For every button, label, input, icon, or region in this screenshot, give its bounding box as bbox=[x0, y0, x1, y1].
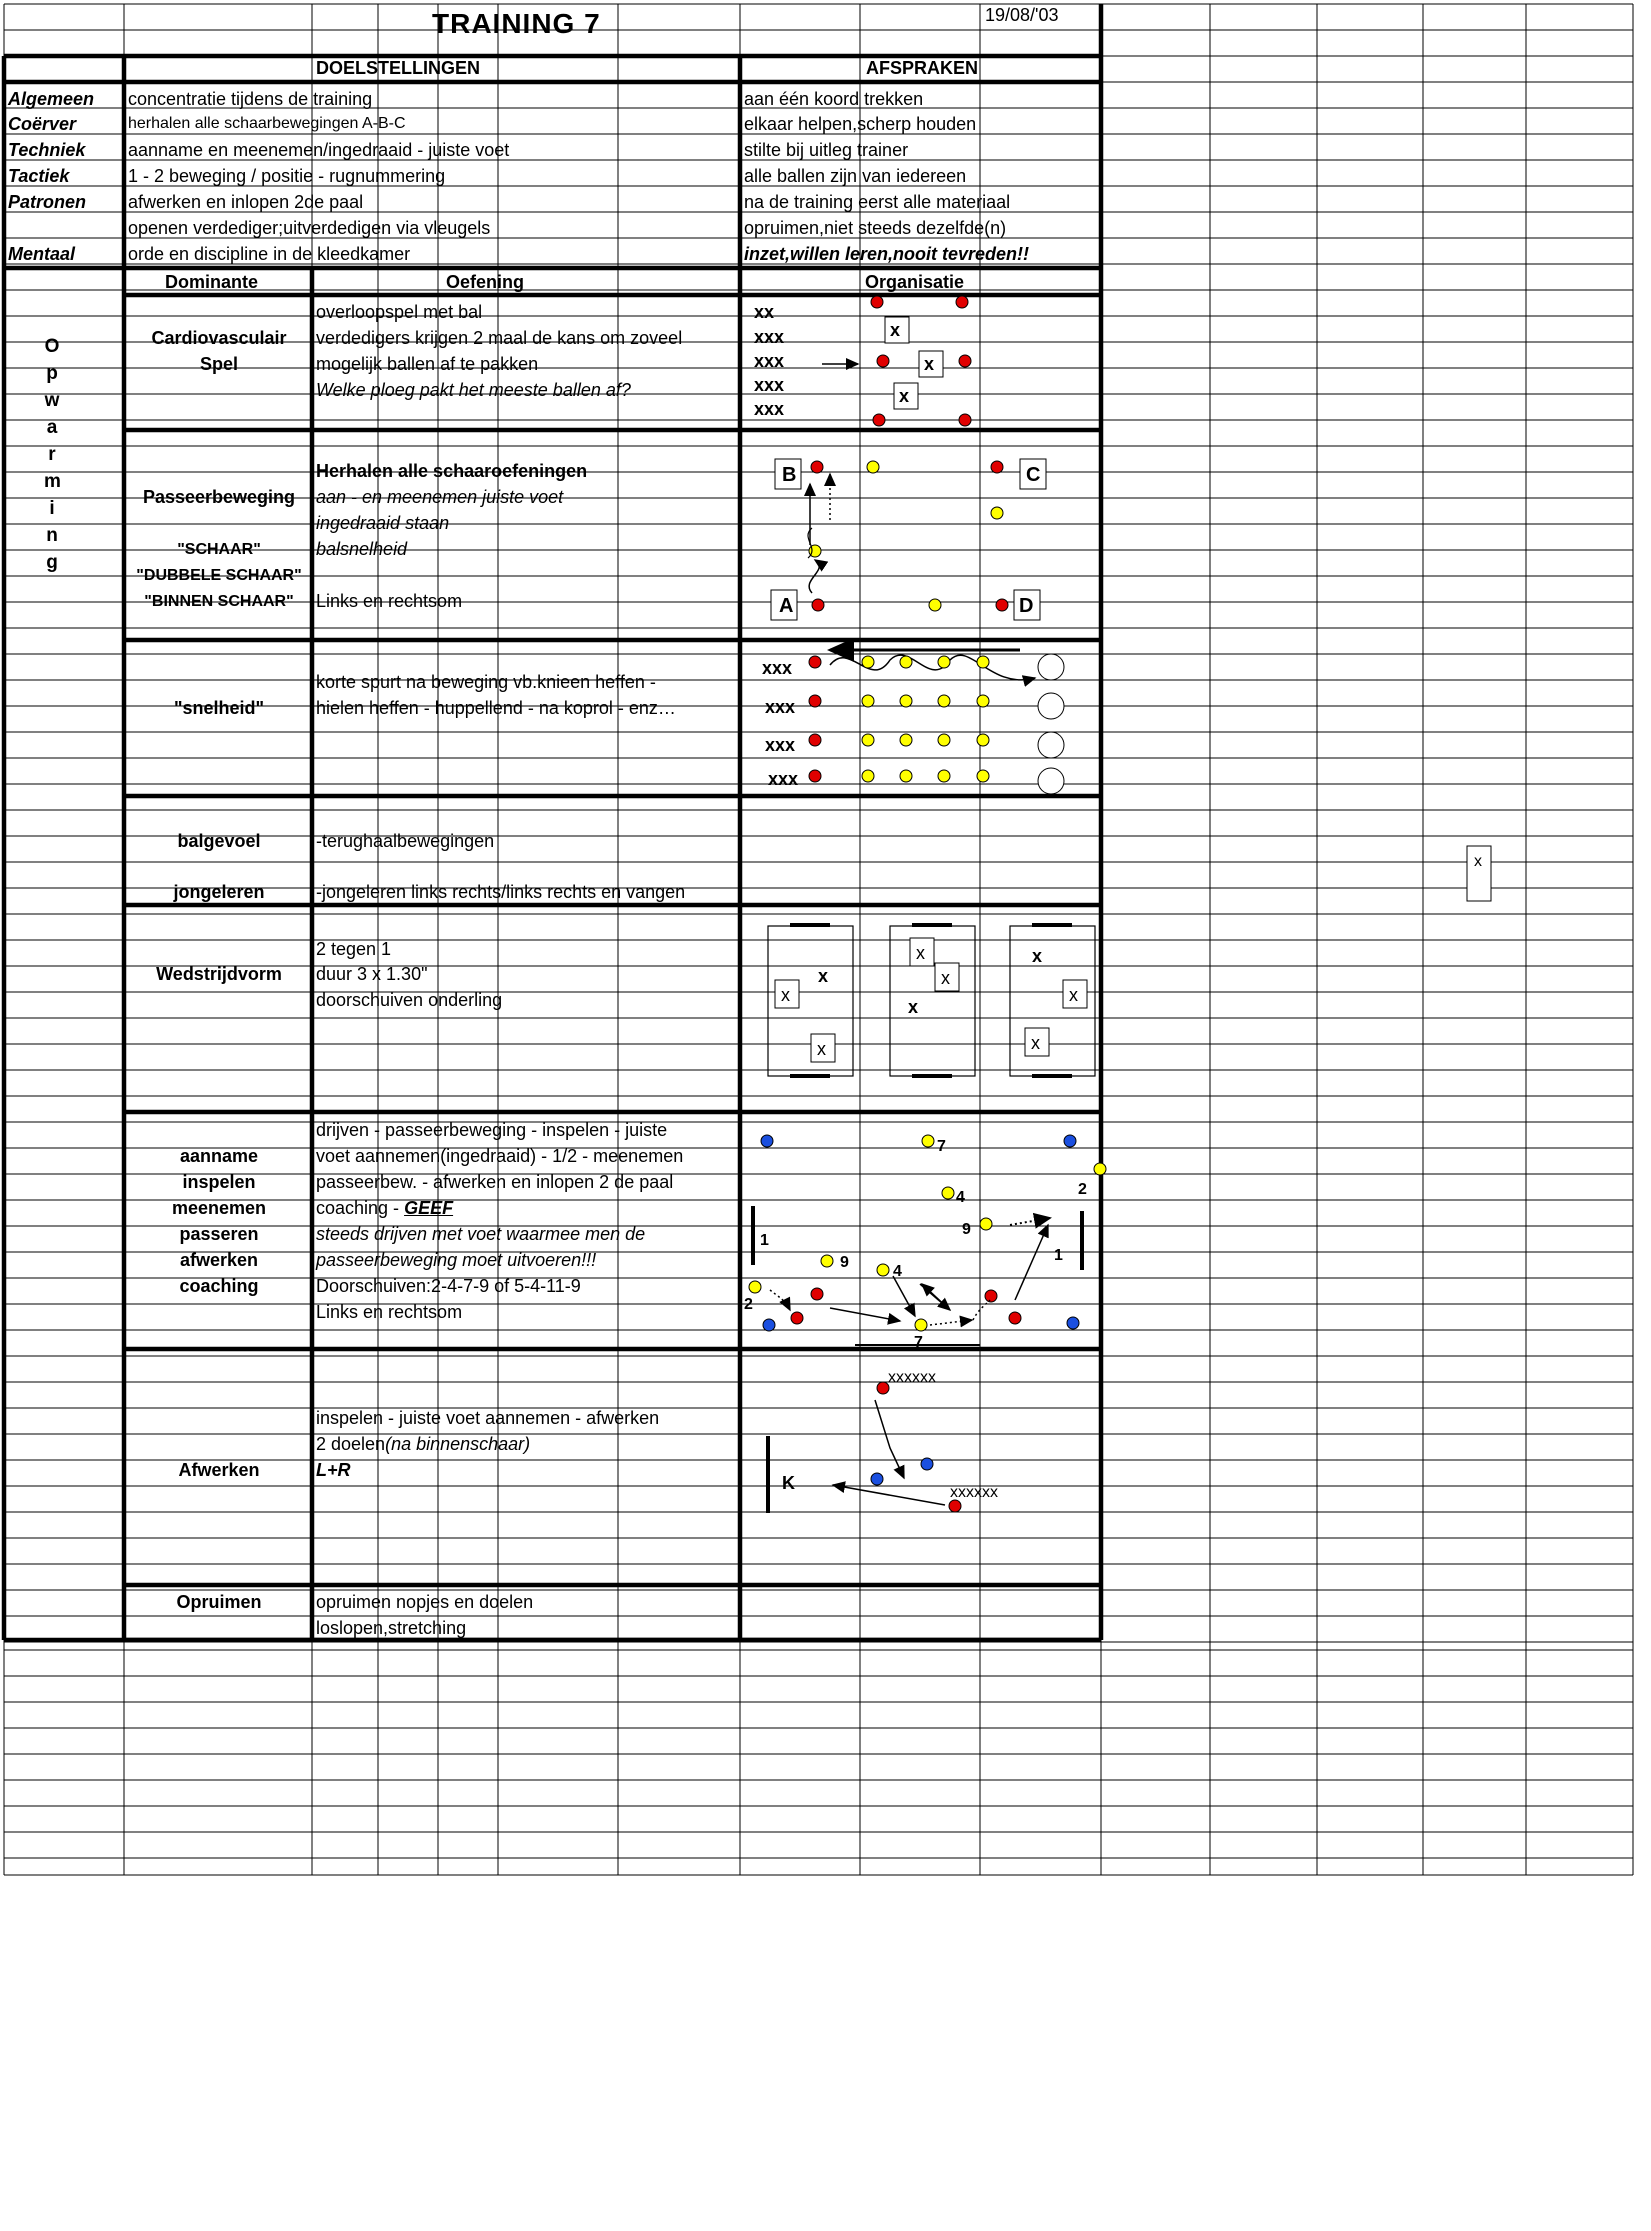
exercise-line: doorschuiven onderling bbox=[316, 990, 503, 1010]
org-label: xxx bbox=[754, 327, 785, 347]
exercise-line: balsnelheid bbox=[316, 539, 408, 559]
cone-dot bbox=[862, 770, 874, 782]
player-number: 2 bbox=[744, 1296, 753, 1313]
exercise-line: Welke ploeg pakt het meeste ballen af? bbox=[316, 380, 631, 400]
exercise-line: passeerbew. - afwerken en inlopen 2 de paal bbox=[316, 1172, 674, 1192]
cone-dot bbox=[862, 734, 874, 746]
dominante-label: passeren bbox=[179, 1224, 259, 1244]
marker-label: D bbox=[1019, 595, 1034, 617]
cone-dot bbox=[938, 656, 950, 668]
goal-text: aanname en meenemen/ingedraaid - juiste voet bbox=[128, 140, 510, 160]
cone-dot bbox=[977, 734, 989, 746]
goal-cat: Tactiek bbox=[8, 166, 70, 186]
finish-hoop bbox=[1038, 654, 1064, 680]
exercise-line: Links en rechtsom bbox=[316, 1302, 463, 1322]
exercise-line: mogelijk ballen af te pakken bbox=[316, 354, 539, 374]
dominante-label: "BINNEN SCHAAR" bbox=[144, 593, 294, 610]
rule-text: elkaar helpen,scherp houden bbox=[744, 114, 977, 134]
player-number: 1 bbox=[1054, 1247, 1063, 1264]
field-player: x bbox=[818, 966, 829, 986]
page-title: TRAINING 7 bbox=[432, 8, 601, 39]
exercise-line: 2 tegen 1 bbox=[316, 939, 392, 959]
exercise-line: duur 3 x 1.30" bbox=[316, 964, 428, 984]
dominante-label: Cardiovasculair bbox=[151, 328, 287, 348]
goal-cat: Techniek bbox=[8, 140, 86, 160]
exercise-line: korte spurt na beweging vb.knieen heffen - bbox=[316, 672, 656, 692]
col-organisatie: Organisatie bbox=[865, 272, 965, 292]
dominante-label: Passeerbeweging bbox=[142, 487, 296, 507]
geef-label: GEEF bbox=[404, 1198, 454, 1218]
cone-dot bbox=[900, 656, 912, 668]
runner-dot bbox=[809, 770, 821, 782]
field-player: x bbox=[1069, 985, 1078, 1005]
dominante-label: inspelen bbox=[182, 1172, 256, 1192]
rule-text: opruimen,niet steeds dezelfde(n) bbox=[744, 218, 1007, 238]
exercise-line: passeerbeweging moet uitvoeren!!! bbox=[316, 1250, 597, 1270]
player-number: 4 bbox=[893, 1263, 902, 1280]
org-label: xxx bbox=[768, 769, 799, 789]
cone-dot bbox=[900, 695, 912, 707]
org-label: xxx bbox=[754, 399, 785, 419]
exercise-line: Herhalen alle schaaroefeningen bbox=[316, 461, 588, 481]
dominante-label: "DUBBELE SCHAAR" bbox=[136, 567, 302, 584]
rule-text: na de training eerst alle materiaal bbox=[744, 192, 1011, 212]
goal-text: orde en discipline in de kleedkamer bbox=[128, 244, 411, 264]
exercise-line: Links en rechtsom bbox=[316, 591, 463, 611]
finish-hoop bbox=[1038, 768, 1064, 794]
field-player: x bbox=[781, 985, 790, 1005]
runner-dot bbox=[809, 656, 821, 668]
rule-text: stilte bij uitleg trainer bbox=[744, 140, 909, 160]
finish-hoop bbox=[1038, 693, 1064, 719]
field-player: x bbox=[908, 997, 919, 1017]
exercise-line: -terughaalbewegingen bbox=[316, 831, 495, 851]
player-number: 9 bbox=[840, 1254, 849, 1271]
org-label: xxxxxx bbox=[888, 1369, 936, 1386]
goal-text: afwerken en inlopen 2de paal bbox=[128, 192, 364, 212]
org-label: x bbox=[899, 386, 910, 406]
dominante-label: "snelheid" bbox=[173, 698, 265, 718]
field-player: x bbox=[1032, 946, 1043, 966]
dominante-label: Afwerken bbox=[178, 1460, 260, 1480]
col-dominante: Dominante bbox=[165, 272, 259, 292]
exercise-line: Doorschuiven:2-4-7-9 of 5-4-11-9 bbox=[316, 1276, 581, 1296]
dominante-label: coaching bbox=[179, 1276, 259, 1296]
cone-dot bbox=[977, 770, 989, 782]
exercise-line: -jongeleren links rechts/links rechts en vangen bbox=[316, 882, 686, 902]
col-oefening: Oefening bbox=[446, 272, 525, 292]
goal-text: openen verdediger;uitverdedigen via vleugels bbox=[128, 218, 491, 238]
col-afspraken: AFSPRAKEN bbox=[866, 58, 979, 78]
exercise-line: L+R bbox=[316, 1460, 351, 1480]
marker-label: B bbox=[782, 464, 797, 486]
exercise-line: loslopen,stretching bbox=[316, 1618, 467, 1638]
finish-hoop bbox=[1038, 732, 1064, 758]
exercise-line: drijven - passeerbeweging - inspelen - juiste bbox=[316, 1120, 668, 1140]
org-label: xxx bbox=[762, 658, 793, 678]
field-player: x bbox=[817, 1039, 826, 1059]
dominante-label: Opruimen bbox=[176, 1592, 262, 1612]
field-player: x bbox=[941, 968, 950, 988]
org-label: xxxxxx bbox=[950, 1484, 998, 1501]
runner-dot bbox=[809, 734, 821, 746]
player-number: 4 bbox=[956, 1189, 965, 1206]
exercise-line: hielen heffen - huppellend - na koprol - enz… bbox=[316, 698, 676, 718]
org-label: xxx bbox=[754, 351, 785, 371]
org-label: xxx bbox=[765, 735, 796, 755]
goal-cat: Mentaal bbox=[8, 244, 76, 264]
cone-dot bbox=[900, 734, 912, 746]
dominante-label: afwerken bbox=[179, 1250, 259, 1270]
dominante-label: Spel bbox=[199, 354, 238, 374]
cone-dot bbox=[938, 770, 950, 782]
cone-dot bbox=[938, 695, 950, 707]
diagram-afwerken bbox=[768, 1382, 961, 1513]
org-label: x bbox=[924, 354, 935, 374]
side-note-label: x bbox=[1474, 853, 1482, 870]
diagram-schaar bbox=[771, 459, 1046, 620]
rule-text: alle ballen zijn van iedereen bbox=[744, 166, 967, 186]
cone-dot bbox=[977, 656, 989, 668]
cone-dot bbox=[977, 695, 989, 707]
player-number: 7 bbox=[914, 1334, 923, 1351]
goal-text: 1 - 2 beweging / positie - rugnummering bbox=[128, 166, 446, 186]
exercise-line: opruimen nopjes en doelen bbox=[316, 1592, 534, 1612]
field-player: x bbox=[916, 943, 925, 963]
dominante-label: Wedstrijdvorm bbox=[156, 964, 282, 984]
dominante-label: "SCHAAR" bbox=[177, 541, 261, 558]
player-number: 1 bbox=[760, 1232, 769, 1249]
exercise-line: steeds drijven met voet waarmee men de bbox=[316, 1224, 646, 1244]
player-number: 9 bbox=[962, 1221, 971, 1238]
marker-label: C bbox=[1026, 464, 1041, 486]
org-label: x bbox=[890, 320, 901, 340]
exercise-line-doelen: 2 doelen(na binnenschaar) bbox=[316, 1434, 531, 1454]
player-number: 2 bbox=[1078, 1181, 1087, 1198]
exercise-line: verdedigers krijgen 2 maal de kans om zoveel bbox=[316, 328, 683, 348]
marker-label: A bbox=[779, 595, 794, 617]
goal-cat: Coërver bbox=[8, 114, 77, 134]
goal-cat: Algemeen bbox=[8, 89, 95, 109]
dominante-label: balgevoel bbox=[177, 831, 261, 851]
date-label: 19/08/'03 bbox=[985, 5, 1059, 25]
diagram-aanname bbox=[749, 1135, 1106, 1345]
cone-dot bbox=[862, 695, 874, 707]
exercise-line: inspelen - juiste voet aannemen - afwerken bbox=[316, 1408, 660, 1428]
org-label: xxx bbox=[754, 375, 785, 395]
org-label: xxx bbox=[765, 697, 796, 717]
field-player: x bbox=[1031, 1033, 1040, 1053]
goal-text: concentratie tijdens de training bbox=[128, 89, 373, 109]
runner-dot bbox=[809, 695, 821, 707]
dominante-label: meenemen bbox=[171, 1198, 267, 1218]
org-label: K bbox=[782, 1473, 795, 1493]
dominante-label: jongeleren bbox=[173, 882, 265, 902]
col-doelstellingen: DOELSTELLINGEN bbox=[316, 58, 481, 78]
cone-dot bbox=[938, 734, 950, 746]
player-number: 7 bbox=[937, 1138, 946, 1155]
rule-text: aan één koord trekken bbox=[744, 89, 924, 109]
cone-dot bbox=[900, 770, 912, 782]
dominante-label: aanname bbox=[179, 1146, 259, 1166]
exercise-line: ingedraaid staan bbox=[316, 513, 450, 533]
exercise-line: overloopspel met bal bbox=[316, 302, 483, 322]
exercise-line: voet aannemen(ingedraaid) - 1/2 - meenemen bbox=[316, 1146, 684, 1166]
cone-dot bbox=[862, 656, 874, 668]
goal-text: herhalen alle schaarbewegingen A-B-C bbox=[128, 115, 406, 132]
exercise-line: aan - en meenemen juiste voet bbox=[316, 487, 564, 507]
org-label: xx bbox=[754, 302, 775, 322]
exercise-line-coaching: coaching - GEEF bbox=[316, 1198, 454, 1218]
rule-text: inzet,willen leren,nooit tevreden!! bbox=[744, 244, 1030, 264]
goal-cat: Patronen bbox=[8, 192, 87, 212]
